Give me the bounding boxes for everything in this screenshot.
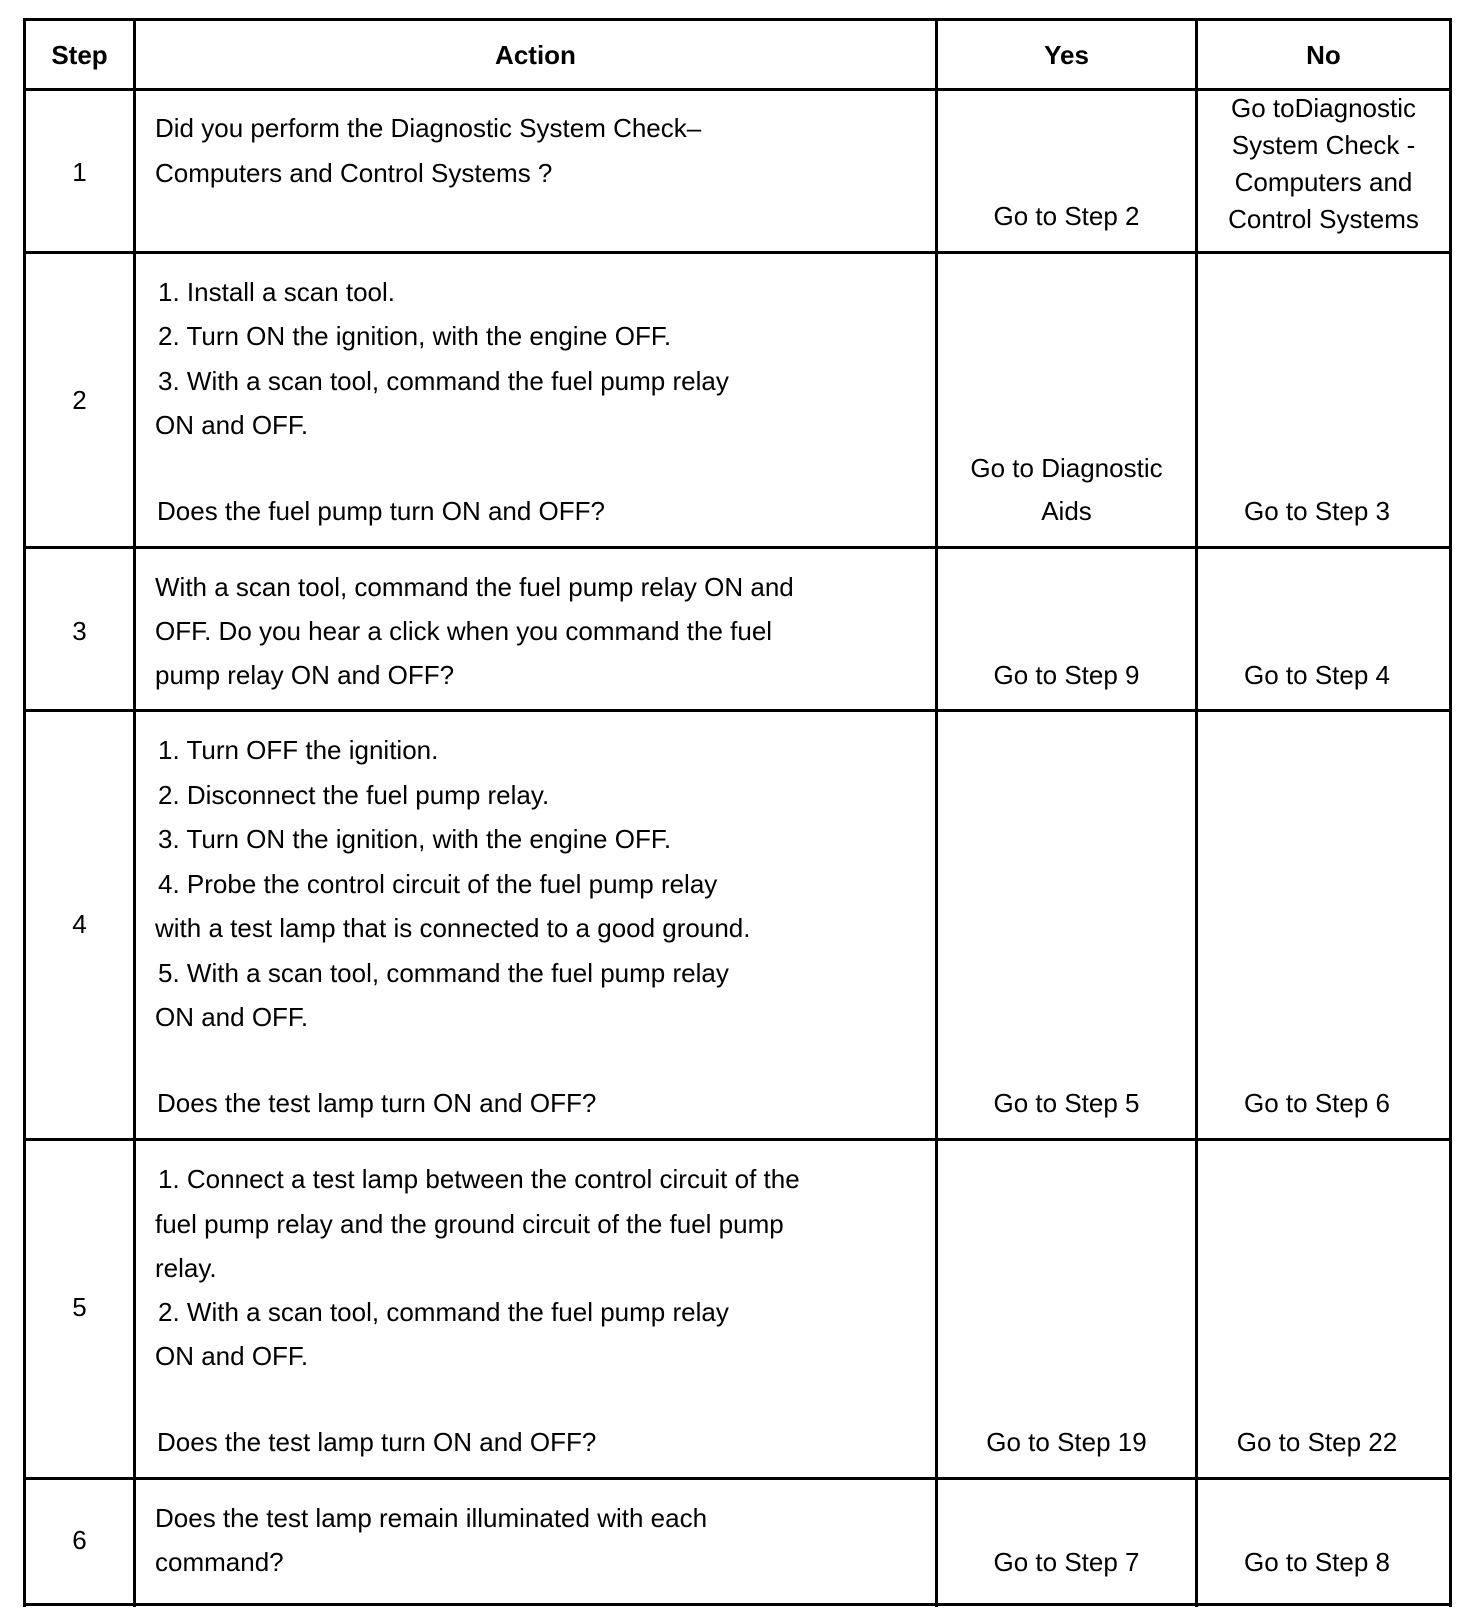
action-line: Computers and Control Systems ?	[155, 158, 553, 188]
table-border-right	[1449, 18, 1452, 1607]
column-divider-action	[935, 18, 938, 1607]
action-line: Did you perform the Diagnostic System Check–	[155, 113, 702, 143]
action-line: 1. Install a scan tool.	[158, 277, 396, 307]
yes-link[interactable]: Go to Step 7	[993, 1547, 1140, 1577]
yes-link[interactable]: Go to Step 2	[993, 201, 1140, 231]
action-line: Does the test lamp remain illuminated with each	[155, 1503, 708, 1533]
action-line: pump relay ON and OFF?	[155, 660, 455, 690]
table-border-top	[23, 18, 1452, 21]
action-line: 3. Turn ON the ignition, with the engine OFF.	[158, 824, 672, 854]
yes-link[interactable]: Go to Step 5	[993, 1088, 1140, 1118]
column-divider-yes	[1195, 18, 1198, 1607]
no-link[interactable]: Go to Step 4	[1244, 660, 1390, 690]
no-link[interactable]: Go toDiagnostic	[1231, 93, 1416, 123]
step-number: 1	[72, 157, 87, 187]
row-divider-4	[23, 1138, 1452, 1141]
action-line: fuel pump relay and the ground circuit of the fuel pump	[155, 1209, 784, 1239]
step-number: 5	[72, 1292, 87, 1322]
step-number: 6	[72, 1525, 87, 1555]
yes-link[interactable]: Go to Diagnostic	[970, 453, 1163, 483]
header-step: Step	[51, 40, 108, 70]
yes-link[interactable]: Go to Step 9	[993, 660, 1140, 690]
row-divider-1	[23, 251, 1452, 254]
action-line: command?	[155, 1547, 284, 1577]
header-yes: Yes	[1044, 40, 1089, 70]
action-line: 1. Turn OFF the ignition.	[158, 735, 439, 765]
no-link[interactable]: Computers and	[1234, 167, 1413, 197]
step-number: 3	[72, 616, 87, 646]
action-line: 2. Disconnect the fuel pump relay.	[158, 780, 550, 810]
column-divider-step	[133, 18, 136, 1607]
action-line: OFF. Do you hear a click when you command the fuel	[155, 616, 773, 646]
header-action: Action	[495, 40, 576, 70]
action-question: Does the test lamp turn ON and OFF?	[157, 1088, 597, 1118]
row-divider-3	[23, 709, 1452, 712]
table-border-bottom	[23, 1603, 1452, 1606]
action-line: with a test lamp that is connected to a good ground.	[155, 913, 751, 943]
yes-link[interactable]: Go to Step 19	[986, 1427, 1147, 1457]
action-line: 3. With a scan tool, command the fuel pump relay	[158, 366, 729, 396]
row-divider-5	[23, 1477, 1452, 1480]
no-link[interactable]: System Check -	[1231, 130, 1416, 160]
action-question: Does the fuel pump turn ON and OFF?	[157, 496, 605, 526]
no-link[interactable]: Go to Step 6	[1244, 1088, 1390, 1118]
action-line: ON and OFF.	[155, 410, 309, 440]
header-no: No	[1306, 40, 1341, 70]
action-line: With a scan tool, command the fuel pump relay ON and	[155, 572, 794, 602]
action-question: Does the test lamp turn ON and OFF?	[157, 1427, 597, 1457]
action-line: ON and OFF.	[155, 1341, 309, 1371]
no-link[interactable]: Go to Step 3	[1244, 496, 1390, 526]
row-divider-2	[23, 546, 1452, 549]
step-number: 4	[72, 909, 87, 939]
no-link[interactable]: Go to Step 22	[1236, 1427, 1398, 1457]
no-link[interactable]: Go to Step 8	[1244, 1547, 1390, 1577]
action-line: 1. Connect a test lamp between the control circuit of the	[158, 1164, 800, 1194]
action-line: ON and OFF.	[155, 1002, 309, 1032]
action-line: 2. Turn ON the ignition, with the engine OFF.	[158, 321, 672, 351]
yes-link[interactable]: Aids	[1041, 496, 1092, 526]
action-line: 4. Probe the control circuit of the fuel pump relay	[158, 869, 718, 899]
action-line: 2. With a scan tool, command the fuel pump relay	[158, 1297, 729, 1327]
step-number: 2	[72, 385, 87, 415]
action-line: 5. With a scan tool, command the fuel pump relay	[158, 958, 729, 988]
table-border-left	[23, 18, 26, 1607]
no-link[interactable]: Control Systems	[1228, 204, 1419, 234]
action-line: relay.	[155, 1253, 217, 1283]
